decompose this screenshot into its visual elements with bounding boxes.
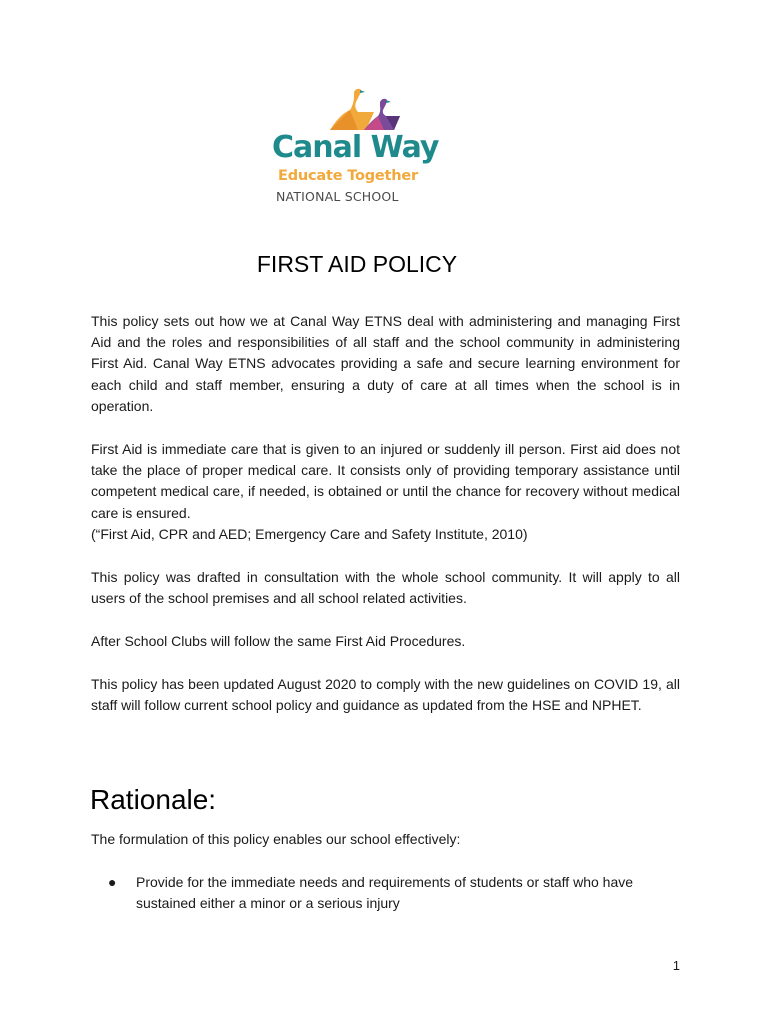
paragraph-intro: This policy sets out how we at Canal Way ETNS deal with administering and managing First Aid and the roles and responsibilities of all staff and the school community in administering First Aid. Canal Way ETNS advocates providing a safe and secure learning environment for each child and staff member, ensuring a duty of care at all times when the school is in operation. — [91, 313, 680, 414]
rationale-intro: The formulation of this policy enables our school effectively: — [91, 831, 461, 847]
swan-logo-icon — [310, 86, 414, 134]
paragraph-consultation: This policy was drafted in consultation with the whole school community. It will apply to all users of the school premises and all school related activities. — [91, 569, 680, 607]
logo-wordmark: Canal Way — [272, 130, 439, 165]
school-logo — [272, 86, 452, 208]
section-heading-rationale: Rationale: — [90, 784, 217, 815]
logo-school-type: NATIONAL SCHOOL — [276, 189, 399, 204]
logo-tagline: Educate Together — [278, 168, 418, 184]
list-item-text: Provide for the immediate needs and requirements of students or staff who have sustained either a minor or a serious injury — [136, 874, 634, 912]
paragraph-after-school-clubs: After School Clubs will follow the same First Aid Procedures. — [91, 633, 466, 649]
page-number: 1 — [672, 958, 680, 973]
paragraph-citation: (“First Aid, CPR and AED; Emergency Care and Safety Institute, 2010) — [91, 526, 528, 542]
bullet-icon: ● — [108, 874, 117, 890]
paragraph-covid-update: This policy has been updated August 2020 to comply with the new guidelines on COVID 19, all staff will follow current school policy and guidance as updated from the HSE and NPHET. — [91, 676, 680, 714]
paragraph-first-aid-definition: First Aid is immediate care that is given to an injured or suddenly ill person. First aid does not take the place of proper medical care. It consists only of providing temporary assistance until competent medical care, if needed, is obtained or until the chance for recovery without medical care is ensured. — [91, 441, 680, 521]
document-title: FIRST AID POLICY — [256, 251, 458, 277]
